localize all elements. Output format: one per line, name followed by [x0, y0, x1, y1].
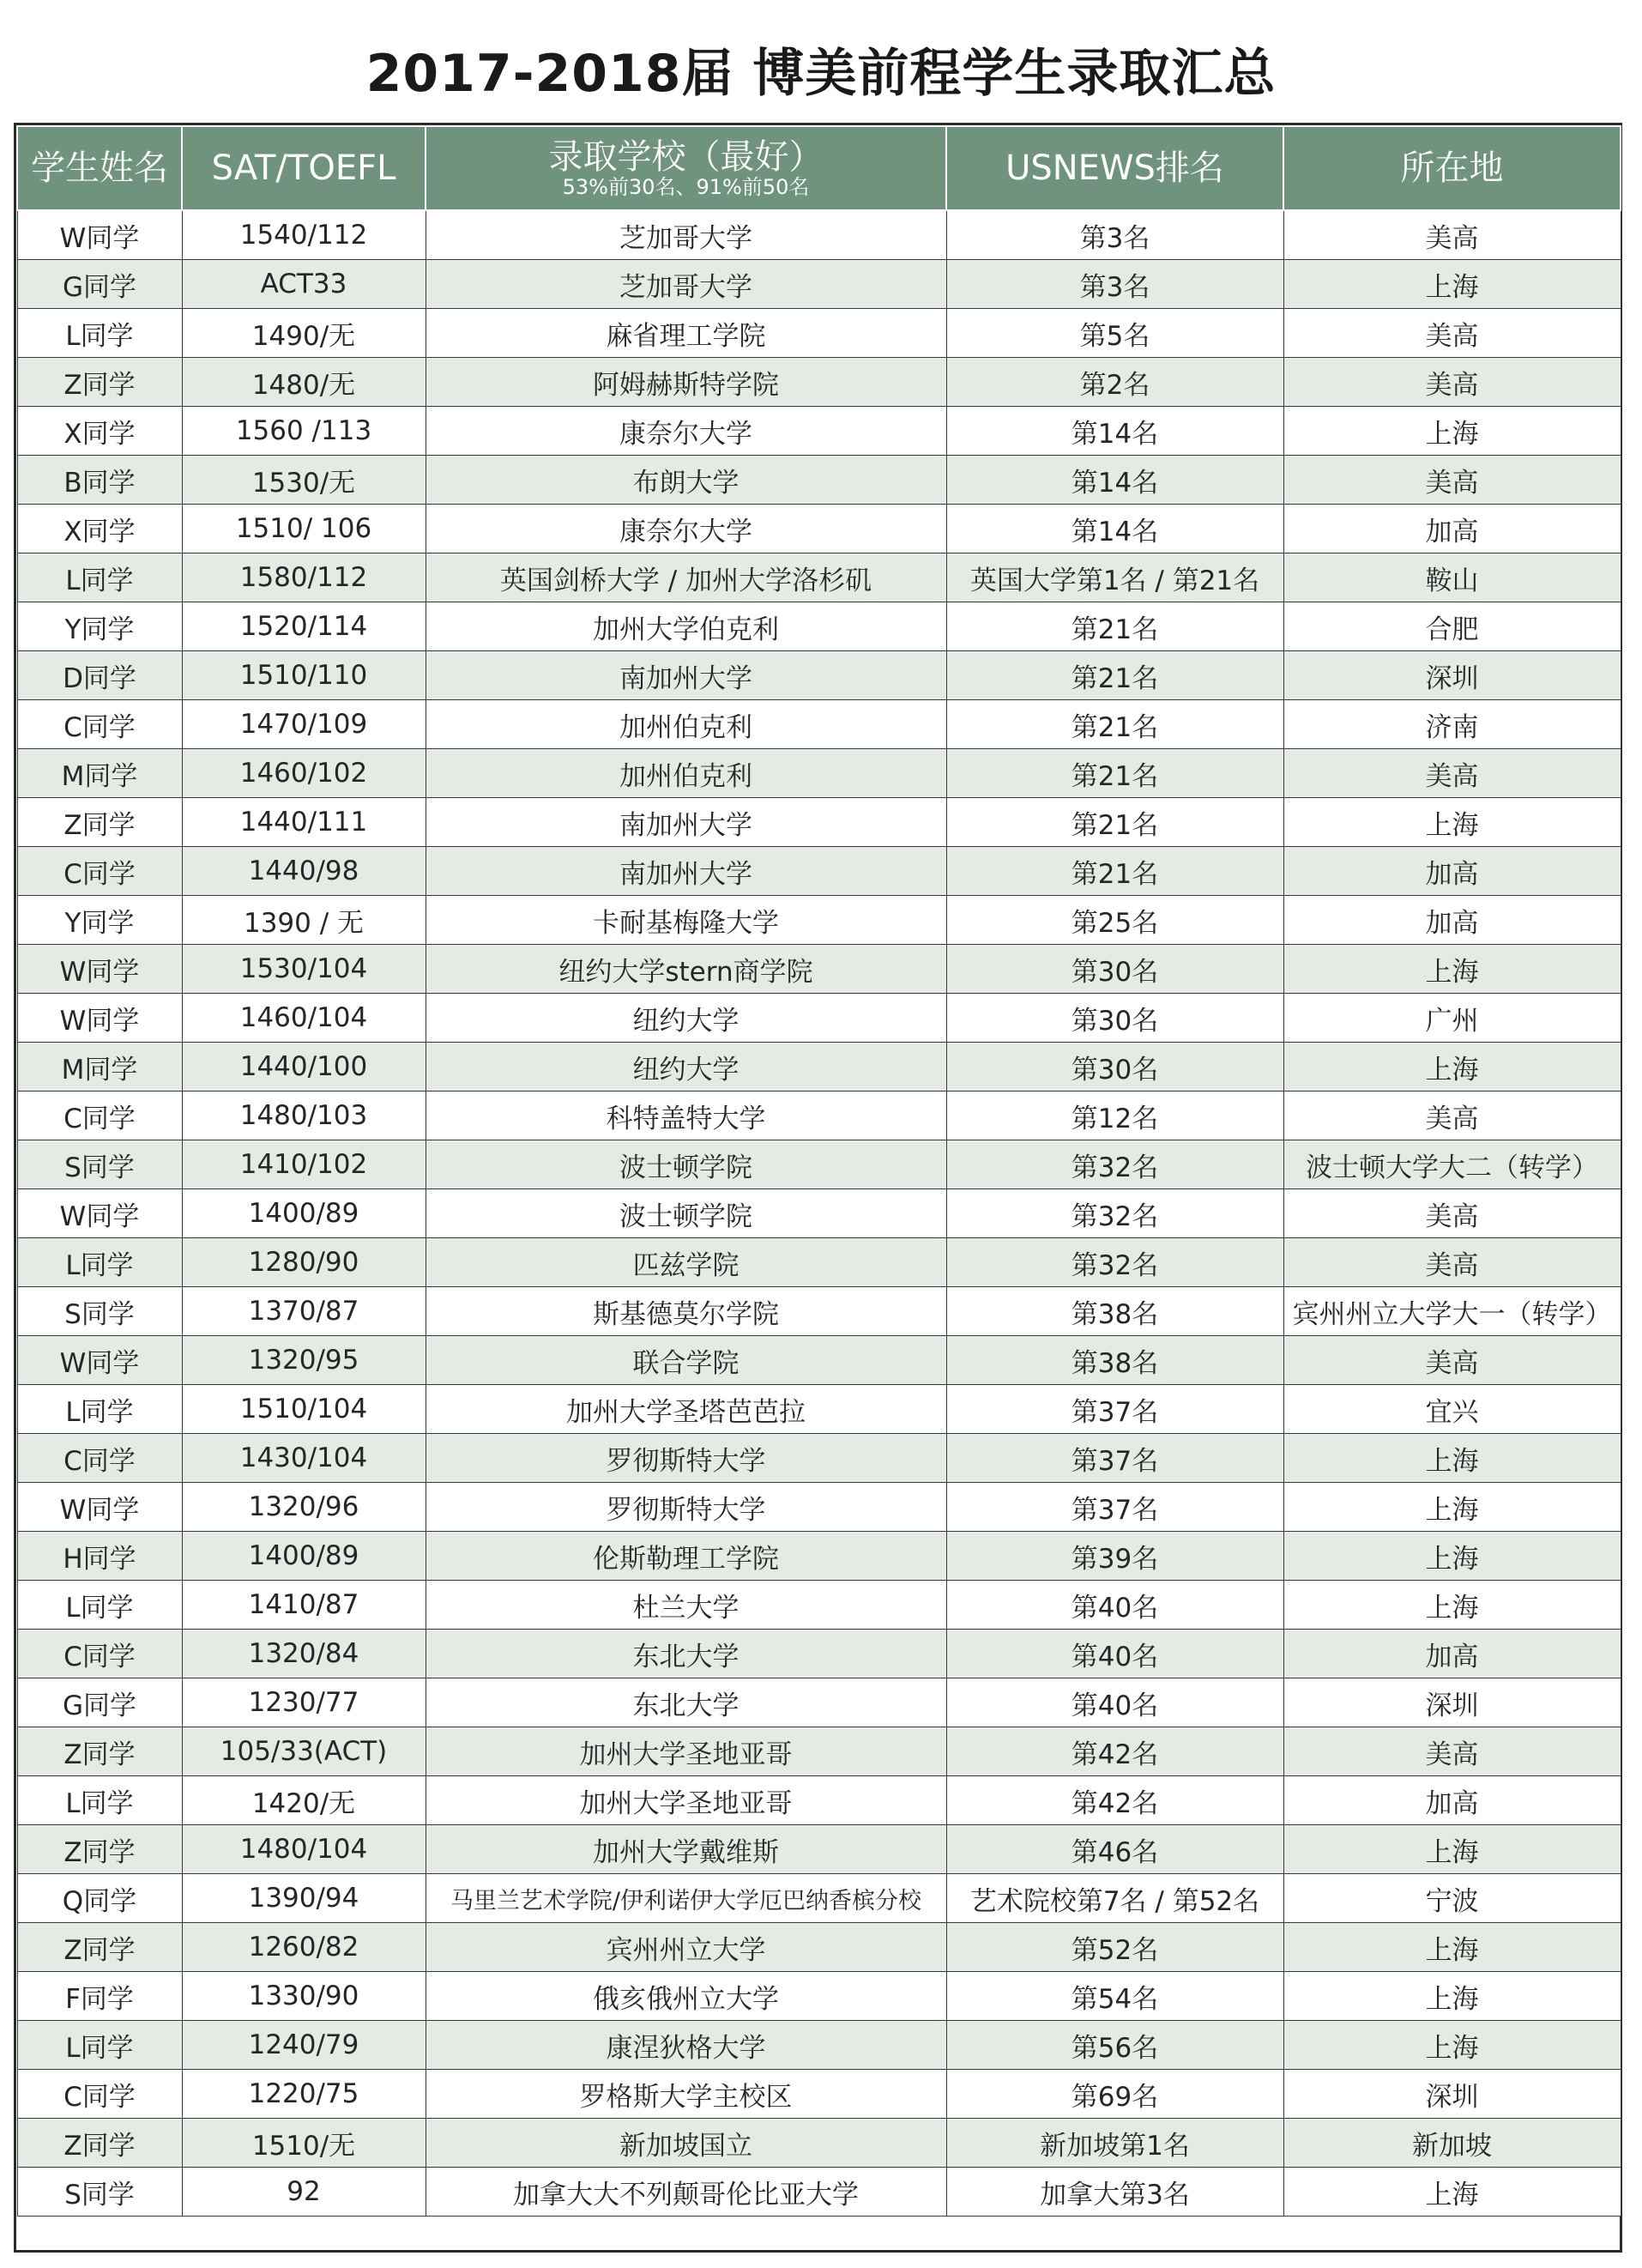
location-cell: 美高 [1283, 749, 1621, 798]
score-cell: 1320/95 [182, 1336, 426, 1385]
header-location-label: 所在地 [1400, 148, 1504, 188]
page-title: 2017-2018届 博美前程学生录取汇总 [365, 44, 1277, 104]
student-name-cell: C同学 [17, 1092, 182, 1140]
score-cell: 1320/96 [182, 1483, 426, 1532]
score-cell: 1560 /113 [182, 407, 426, 456]
location-cell: 上海 [1283, 1483, 1621, 1532]
school-cell: 宾州州立大学 [426, 1923, 946, 1972]
rank-cell: 新加坡第1名 [946, 2119, 1283, 2168]
location-cell: 上海 [1283, 1043, 1621, 1092]
student-name-cell: S同学 [17, 1287, 182, 1336]
school-cell: 南加州大学 [426, 847, 946, 896]
table-row [17, 1043, 1621, 1092]
score-cell: 1410/87 [182, 1581, 426, 1630]
table-row [17, 1385, 1621, 1434]
school-cell: 布朗大学 [426, 456, 946, 505]
location-cell: 鞍山 [1283, 553, 1621, 602]
student-name-cell: W同学 [17, 994, 182, 1043]
score-cell: 1460/104 [182, 994, 426, 1043]
rank-cell: 加拿大第3名 [946, 2168, 1283, 2217]
rank-cell: 第3名 [946, 260, 1283, 309]
score-cell: 1440/98 [182, 847, 426, 896]
table-row [17, 798, 1621, 847]
student-name-cell: L同学 [17, 1581, 182, 1630]
score-cell: 1440/111 [182, 798, 426, 847]
header-school [426, 126, 946, 210]
rank-cell: 第38名 [946, 1336, 1283, 1385]
school-cell: 康奈尔大学 [426, 505, 946, 553]
score-cell: 1420/无 [182, 1776, 426, 1825]
score-cell: 1260/82 [182, 1923, 426, 1972]
table-row [17, 1825, 1621, 1874]
rank-cell: 英国大学第1名 / 第21名 [946, 553, 1283, 602]
table-row [17, 1678, 1621, 1727]
student-name-cell: C同学 [17, 1630, 182, 1678]
score-cell: 1320/84 [182, 1630, 426, 1678]
location-cell: 宁波 [1283, 1874, 1621, 1923]
table-row [17, 2168, 1621, 2217]
table-body [17, 210, 1621, 2217]
table-row [17, 602, 1621, 651]
school-cell: 卡耐基梅隆大学 [426, 896, 946, 945]
header-rank-label: USNEWS排名 [1005, 148, 1224, 188]
school-cell: 南加州大学 [426, 651, 946, 700]
rank-cell: 第21名 [946, 602, 1283, 651]
table-row [17, 1336, 1621, 1385]
school-cell: 东北大学 [426, 1678, 946, 1727]
table-header [17, 126, 1621, 210]
score-cell: 1540/112 [182, 210, 426, 260]
student-name-cell: Y同学 [17, 602, 182, 651]
school-cell: 联合学院 [426, 1336, 946, 1385]
location-cell: 宾州州立大学大一（转学） [1283, 1287, 1621, 1336]
location-cell: 广州 [1283, 994, 1621, 1043]
school-cell: 英国剑桥大学 / 加州大学洛杉矶 [426, 553, 946, 602]
table-row [17, 407, 1621, 456]
table-row [17, 1727, 1621, 1776]
location-cell: 波士顿大学大二（转学） [1283, 1140, 1621, 1189]
student-name-cell: Z同学 [17, 1727, 182, 1776]
table-row [17, 1238, 1621, 1287]
student-name-cell: F同学 [17, 1972, 182, 2021]
location-cell: 美高 [1283, 309, 1621, 358]
school-cell: 罗格斯大学主校区 [426, 2070, 946, 2119]
rank-cell: 第14名 [946, 407, 1283, 456]
score-cell: 1390 / 无 [182, 896, 426, 945]
table-row [17, 994, 1621, 1043]
table-row [17, 1776, 1621, 1825]
table-row [17, 2119, 1621, 2168]
score-cell: 1280/90 [182, 1238, 426, 1287]
score-cell: 1490/无 [182, 309, 426, 358]
location-cell: 济南 [1283, 700, 1621, 749]
table-row [17, 210, 1621, 260]
table-row [17, 1630, 1621, 1678]
location-cell: 上海 [1283, 260, 1621, 309]
rank-cell: 第56名 [946, 2021, 1283, 2070]
location-cell: 上海 [1283, 2021, 1621, 2070]
header-score [182, 126, 426, 210]
rank-cell: 第32名 [946, 1238, 1283, 1287]
table-row [17, 1483, 1621, 1532]
location-cell: 上海 [1283, 1825, 1621, 1874]
location-cell: 深圳 [1283, 651, 1621, 700]
rank-cell: 第21名 [946, 700, 1283, 749]
table-row [17, 1287, 1621, 1336]
rank-cell: 第40名 [946, 1581, 1283, 1630]
location-cell: 加高 [1283, 847, 1621, 896]
score-cell: 1480/103 [182, 1092, 426, 1140]
table-row [17, 456, 1621, 505]
student-name-cell: G同学 [17, 1678, 182, 1727]
table-row [17, 749, 1621, 798]
school-cell: 新加坡国立 [426, 2119, 946, 2168]
score-cell: 1400/89 [182, 1189, 426, 1238]
score-cell: 1480/104 [182, 1825, 426, 1874]
location-cell: 美高 [1283, 1238, 1621, 1287]
rank-cell: 第25名 [946, 896, 1283, 945]
school-cell: 伦斯勒理工学院 [426, 1532, 946, 1581]
location-cell: 美高 [1283, 1336, 1621, 1385]
student-name-cell: X同学 [17, 505, 182, 553]
score-cell: 1440/100 [182, 1043, 426, 1092]
table-row [17, 700, 1621, 749]
rank-cell: 第21名 [946, 651, 1283, 700]
rank-cell: 第30名 [946, 994, 1283, 1043]
location-cell: 加高 [1283, 1776, 1621, 1825]
rank-cell: 第32名 [946, 1189, 1283, 1238]
table-row [17, 1581, 1621, 1630]
table-row [17, 1189, 1621, 1238]
location-cell: 宜兴 [1283, 1385, 1621, 1434]
student-name-cell: Z同学 [17, 1825, 182, 1874]
school-cell: 波士顿学院 [426, 1189, 946, 1238]
school-cell: 科特盖特大学 [426, 1092, 946, 1140]
school-cell: 杜兰大学 [426, 1581, 946, 1630]
student-name-cell: S同学 [17, 2168, 182, 2217]
student-name-cell: C同学 [17, 1434, 182, 1483]
table-row [17, 896, 1621, 945]
location-cell: 美高 [1283, 1727, 1621, 1776]
header-name-label: 学生姓名 [31, 148, 168, 188]
header-rank [946, 126, 1283, 210]
rank-cell: 第21名 [946, 798, 1283, 847]
rank-cell: 第21名 [946, 749, 1283, 798]
student-name-cell: M同学 [17, 749, 182, 798]
score-cell: 1480/无 [182, 358, 426, 407]
score-cell: 92 [182, 2168, 426, 2217]
location-cell: 美高 [1283, 210, 1621, 260]
location-cell: 美高 [1283, 358, 1621, 407]
student-name-cell: L同学 [17, 1776, 182, 1825]
score-cell: 1530/无 [182, 456, 426, 505]
rank-cell: 第21名 [946, 847, 1283, 896]
rank-cell: 第14名 [946, 456, 1283, 505]
rank-cell: 第40名 [946, 1678, 1283, 1727]
location-cell: 上海 [1283, 1923, 1621, 1972]
rank-cell: 第42名 [946, 1727, 1283, 1776]
table-row [17, 1972, 1621, 2021]
score-cell: 1520/114 [182, 602, 426, 651]
student-name-cell: Q同学 [17, 1874, 182, 1923]
school-cell: 芝加哥大学 [426, 210, 946, 260]
school-cell: 加州伯克利 [426, 700, 946, 749]
score-cell: 1530/104 [182, 945, 426, 994]
location-cell: 上海 [1283, 1434, 1621, 1483]
location-cell: 加高 [1283, 1630, 1621, 1678]
table-row [17, 2021, 1621, 2070]
location-cell: 上海 [1283, 1532, 1621, 1581]
location-cell: 新加坡 [1283, 2119, 1621, 2168]
school-cell: 斯基德莫尔学院 [426, 1287, 946, 1336]
score-cell: 1230/77 [182, 1678, 426, 1727]
table-row [17, 358, 1621, 407]
student-name-cell: W同学 [17, 1483, 182, 1532]
table-row [17, 309, 1621, 358]
school-cell: 罗彻斯特大学 [426, 1483, 946, 1532]
school-cell: 康奈尔大学 [426, 407, 946, 456]
rank-cell: 第14名 [946, 505, 1283, 553]
location-cell: 上海 [1283, 1972, 1621, 2021]
school-cell: 阿姆赫斯特学院 [426, 358, 946, 407]
table-row [17, 1532, 1621, 1581]
score-cell: 1410/102 [182, 1140, 426, 1189]
school-cell: 加州伯克利 [426, 749, 946, 798]
score-cell: 1390/94 [182, 1874, 426, 1923]
school-cell: 芝加哥大学 [426, 260, 946, 309]
student-name-cell: W同学 [17, 1189, 182, 1238]
location-cell: 美高 [1283, 1189, 1621, 1238]
score-cell: 1510/无 [182, 2119, 426, 2168]
student-name-cell: D同学 [17, 651, 182, 700]
rank-cell: 第69名 [946, 2070, 1283, 2119]
location-cell: 上海 [1283, 407, 1621, 456]
rank-cell: 第46名 [946, 1825, 1283, 1874]
score-cell: 1510/104 [182, 1385, 426, 1434]
location-cell: 深圳 [1283, 2070, 1621, 2119]
student-name-cell: Y同学 [17, 896, 182, 945]
score-cell: 1370/87 [182, 1287, 426, 1336]
school-cell: 纽约大学 [426, 1043, 946, 1092]
score-cell: 1460/102 [182, 749, 426, 798]
table-row [17, 1874, 1621, 1923]
student-name-cell: W同学 [17, 945, 182, 994]
school-cell: 加州大学圣地亚哥 [426, 1727, 946, 1776]
rank-cell: 第40名 [946, 1630, 1283, 1678]
rank-cell: 第37名 [946, 1483, 1283, 1532]
student-name-cell: L同学 [17, 309, 182, 358]
student-name-cell: G同学 [17, 260, 182, 309]
student-name-cell: Z同学 [17, 358, 182, 407]
table-row [17, 1434, 1621, 1483]
table-row [17, 847, 1621, 896]
rank-cell: 第37名 [946, 1434, 1283, 1483]
table-row [17, 2070, 1621, 2119]
header-location [1283, 126, 1621, 210]
school-cell: 南加州大学 [426, 798, 946, 847]
school-cell: 东北大学 [426, 1630, 946, 1678]
score-cell: 1470/109 [182, 700, 426, 749]
rank-cell: 第5名 [946, 309, 1283, 358]
rank-cell: 第52名 [946, 1923, 1283, 1972]
score-cell: 1430/104 [182, 1434, 426, 1483]
student-name-cell: X同学 [17, 407, 182, 456]
student-name-cell: M同学 [17, 1043, 182, 1092]
location-cell: 深圳 [1283, 1678, 1621, 1727]
school-cell: 麻省理工学院 [426, 309, 946, 358]
header-name [17, 126, 182, 210]
location-cell: 上海 [1283, 2168, 1621, 2217]
rank-cell: 第54名 [946, 1972, 1283, 2021]
school-cell: 康涅狄格大学 [426, 2021, 946, 2070]
rank-cell: 第12名 [946, 1092, 1283, 1140]
table-row [17, 260, 1621, 309]
table-row [17, 651, 1621, 700]
school-cell: 加州大学圣塔芭芭拉 [426, 1385, 946, 1434]
table-row [17, 1923, 1621, 1972]
student-name-cell: L同学 [17, 1238, 182, 1287]
score-cell: 1240/79 [182, 2021, 426, 2070]
score-cell: 1510/ 106 [182, 505, 426, 553]
rank-cell: 第2名 [946, 358, 1283, 407]
header-school-sublabel: 53%前30名、91%前50名 [562, 175, 810, 199]
rank-cell: 第38名 [946, 1287, 1283, 1336]
student-name-cell: C同学 [17, 700, 182, 749]
rank-cell: 第42名 [946, 1776, 1283, 1825]
score-cell: 1580/112 [182, 553, 426, 602]
score-cell: 1220/75 [182, 2070, 426, 2119]
student-name-cell: L同学 [17, 2021, 182, 2070]
student-name-cell: C同学 [17, 847, 182, 896]
school-cell: 罗彻斯特大学 [426, 1434, 946, 1483]
school-cell: 纽约大学 [426, 994, 946, 1043]
location-cell: 加高 [1283, 505, 1621, 553]
table-row [17, 505, 1621, 553]
table-row [17, 945, 1621, 994]
admissions-table [16, 125, 1621, 2217]
school-cell: 波士顿学院 [426, 1140, 946, 1189]
school-cell: 加拿大大不列颠哥伦比亚大学 [426, 2168, 946, 2217]
rank-cell: 第39名 [946, 1532, 1283, 1581]
student-name-cell: Z同学 [17, 2119, 182, 2168]
school-cell: 加州大学圣地亚哥 [426, 1776, 946, 1825]
student-name-cell: H同学 [17, 1532, 182, 1581]
rank-cell: 第32名 [946, 1140, 1283, 1189]
location-cell: 美高 [1283, 456, 1621, 505]
rank-cell: 第3名 [946, 210, 1283, 260]
rank-cell: 第30名 [946, 945, 1283, 994]
location-cell: 上海 [1283, 1581, 1621, 1630]
header-score-label: SAT/TOEFL [211, 148, 396, 188]
location-cell: 上海 [1283, 798, 1621, 847]
table-row [17, 1092, 1621, 1140]
header-school-label: 录取学校（最好） [548, 137, 824, 177]
location-cell: 合肥 [1283, 602, 1621, 651]
score-cell: 1400/89 [182, 1532, 426, 1581]
student-name-cell: L同学 [17, 1385, 182, 1434]
table-row [17, 553, 1621, 602]
student-name-cell: Z同学 [17, 1923, 182, 1972]
score-cell: 1510/110 [182, 651, 426, 700]
location-cell: 上海 [1283, 945, 1621, 994]
school-cell: 加州大学伯克利 [426, 602, 946, 651]
school-cell: 马里兰艺术学院/伊利诺伊大学厄巴纳香槟分校 [426, 1874, 946, 1923]
student-name-cell: S同学 [17, 1140, 182, 1189]
table-row [17, 1140, 1621, 1189]
score-cell: ACT33 [182, 260, 426, 309]
rank-cell: 艺术院校第7名 / 第52名 [946, 1874, 1283, 1923]
score-cell: 105/33(ACT) [182, 1727, 426, 1776]
location-cell: 美高 [1283, 1092, 1621, 1140]
rank-cell: 第37名 [946, 1385, 1283, 1434]
school-cell: 纽约大学stern商学院 [426, 945, 946, 994]
school-cell: 加州大学戴维斯 [426, 1825, 946, 1874]
location-cell: 加高 [1283, 896, 1621, 945]
student-name-cell: W同学 [17, 1336, 182, 1385]
student-name-cell: W同学 [17, 210, 182, 260]
score-cell: 1330/90 [182, 1972, 426, 2021]
student-name-cell: B同学 [17, 456, 182, 505]
student-name-cell: C同学 [17, 2070, 182, 2119]
rank-cell: 第30名 [946, 1043, 1283, 1092]
student-name-cell: L同学 [17, 553, 182, 602]
school-cell: 俄亥俄州立大学 [426, 1972, 946, 2021]
school-cell: 匹兹学院 [426, 1238, 946, 1287]
student-name-cell: Z同学 [17, 798, 182, 847]
